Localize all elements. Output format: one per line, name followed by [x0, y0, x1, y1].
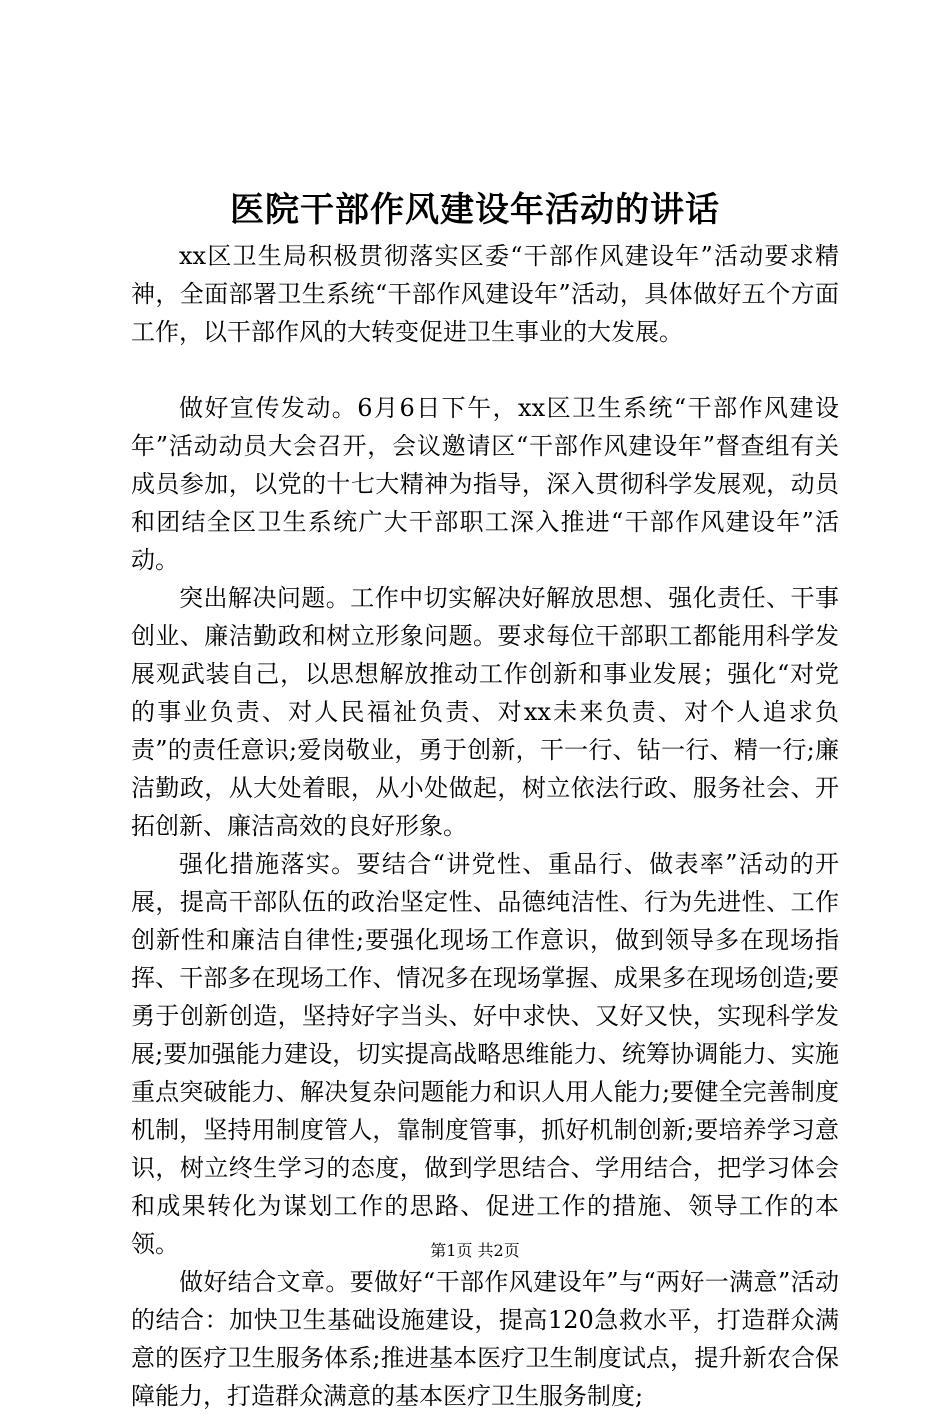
page-footer: 第1页 共2页	[430, 1241, 520, 1260]
paragraph-combination: 做好结合文章。要做好“干部作风建设年”与“两好一满意”活动的结合：加快卫生基础设施建设，提高120急救水平，打造群众满意的医疗卫生服务体系;推进基本医疗卫生制度试点，提升新农合保障能力，打造群众满意的基本医疗卫生服务制度;	[131, 1268, 839, 1410]
document-title: 医院干部作风建设年活动的讲话	[230, 190, 720, 230]
paragraph-publicity: 做好宣传发动。6月6日下午，xx区卫生系统“干部作风建设年”活动动员大会召开，会议邀请区“干部作风建设年”督查组有关成员参加，以党的十七大精神为指导，深入贯彻科学发展观，动员和团结全区卫生系统广大干部职工深入推进“干部作风建设年”活动。	[131, 394, 839, 574]
paragraph-intro: xx区卫生局积极贯彻落实区委“干部作风建设年”活动要求精神，全面部署卫生系统“干部作风建设年”活动，具体做好五个方面工作，以干部作风的大转变促进卫生事业的大发展。	[131, 242, 839, 346]
paragraph-problems: 突出解决问题。工作中切实解决好解放思想、强化责任、干事创业、廉洁勤政和树立形象问题。要求每位干部职工都能用科学发展观武装自己，以思想解放推动工作创新和事业发展；强化“对党的事业负责、对人民福祉负责、对xx未来负责、对个人追求负责”的责任意识;爱岗敬业，勇于创新，干一行、钻一行、精一行;廉洁勤政，从大处着眼，从小处做起，树立依法行政、服务社会、开拓创新、廉洁高效的良好形象。	[131, 584, 839, 840]
paragraph-measures: 强化措施落实。要结合“讲党性、重品行、做表率”活动的开展，提高干部队伍的政治坚定性、品德纯洁性、行为先进性、工作创新性和廉洁自律性;要强化现场工作意识，做到领导多在现场指挥、干部多在现场工作、情况多在现场掌握、成果多在现场创造;要勇于创新创造，坚持好字当头、好中求快、又好又快，实现科学发展;要加强能力建设，切实提高战略思维能力、统筹协调能力、实施重点突破能力、解决复杂问题能力和识人用人能力;要健全完善制度机制，坚持用制度管人，靠制度管事，抓好机制创新;要培养学习意识，树立终生学习的态度，做到学思结合、学用结合，把学习体会和成果转化为谋划工作的思路、促进工作的措施、领导工作的本领。	[131, 850, 839, 1258]
document-body	[131, 237, 839, 1415]
